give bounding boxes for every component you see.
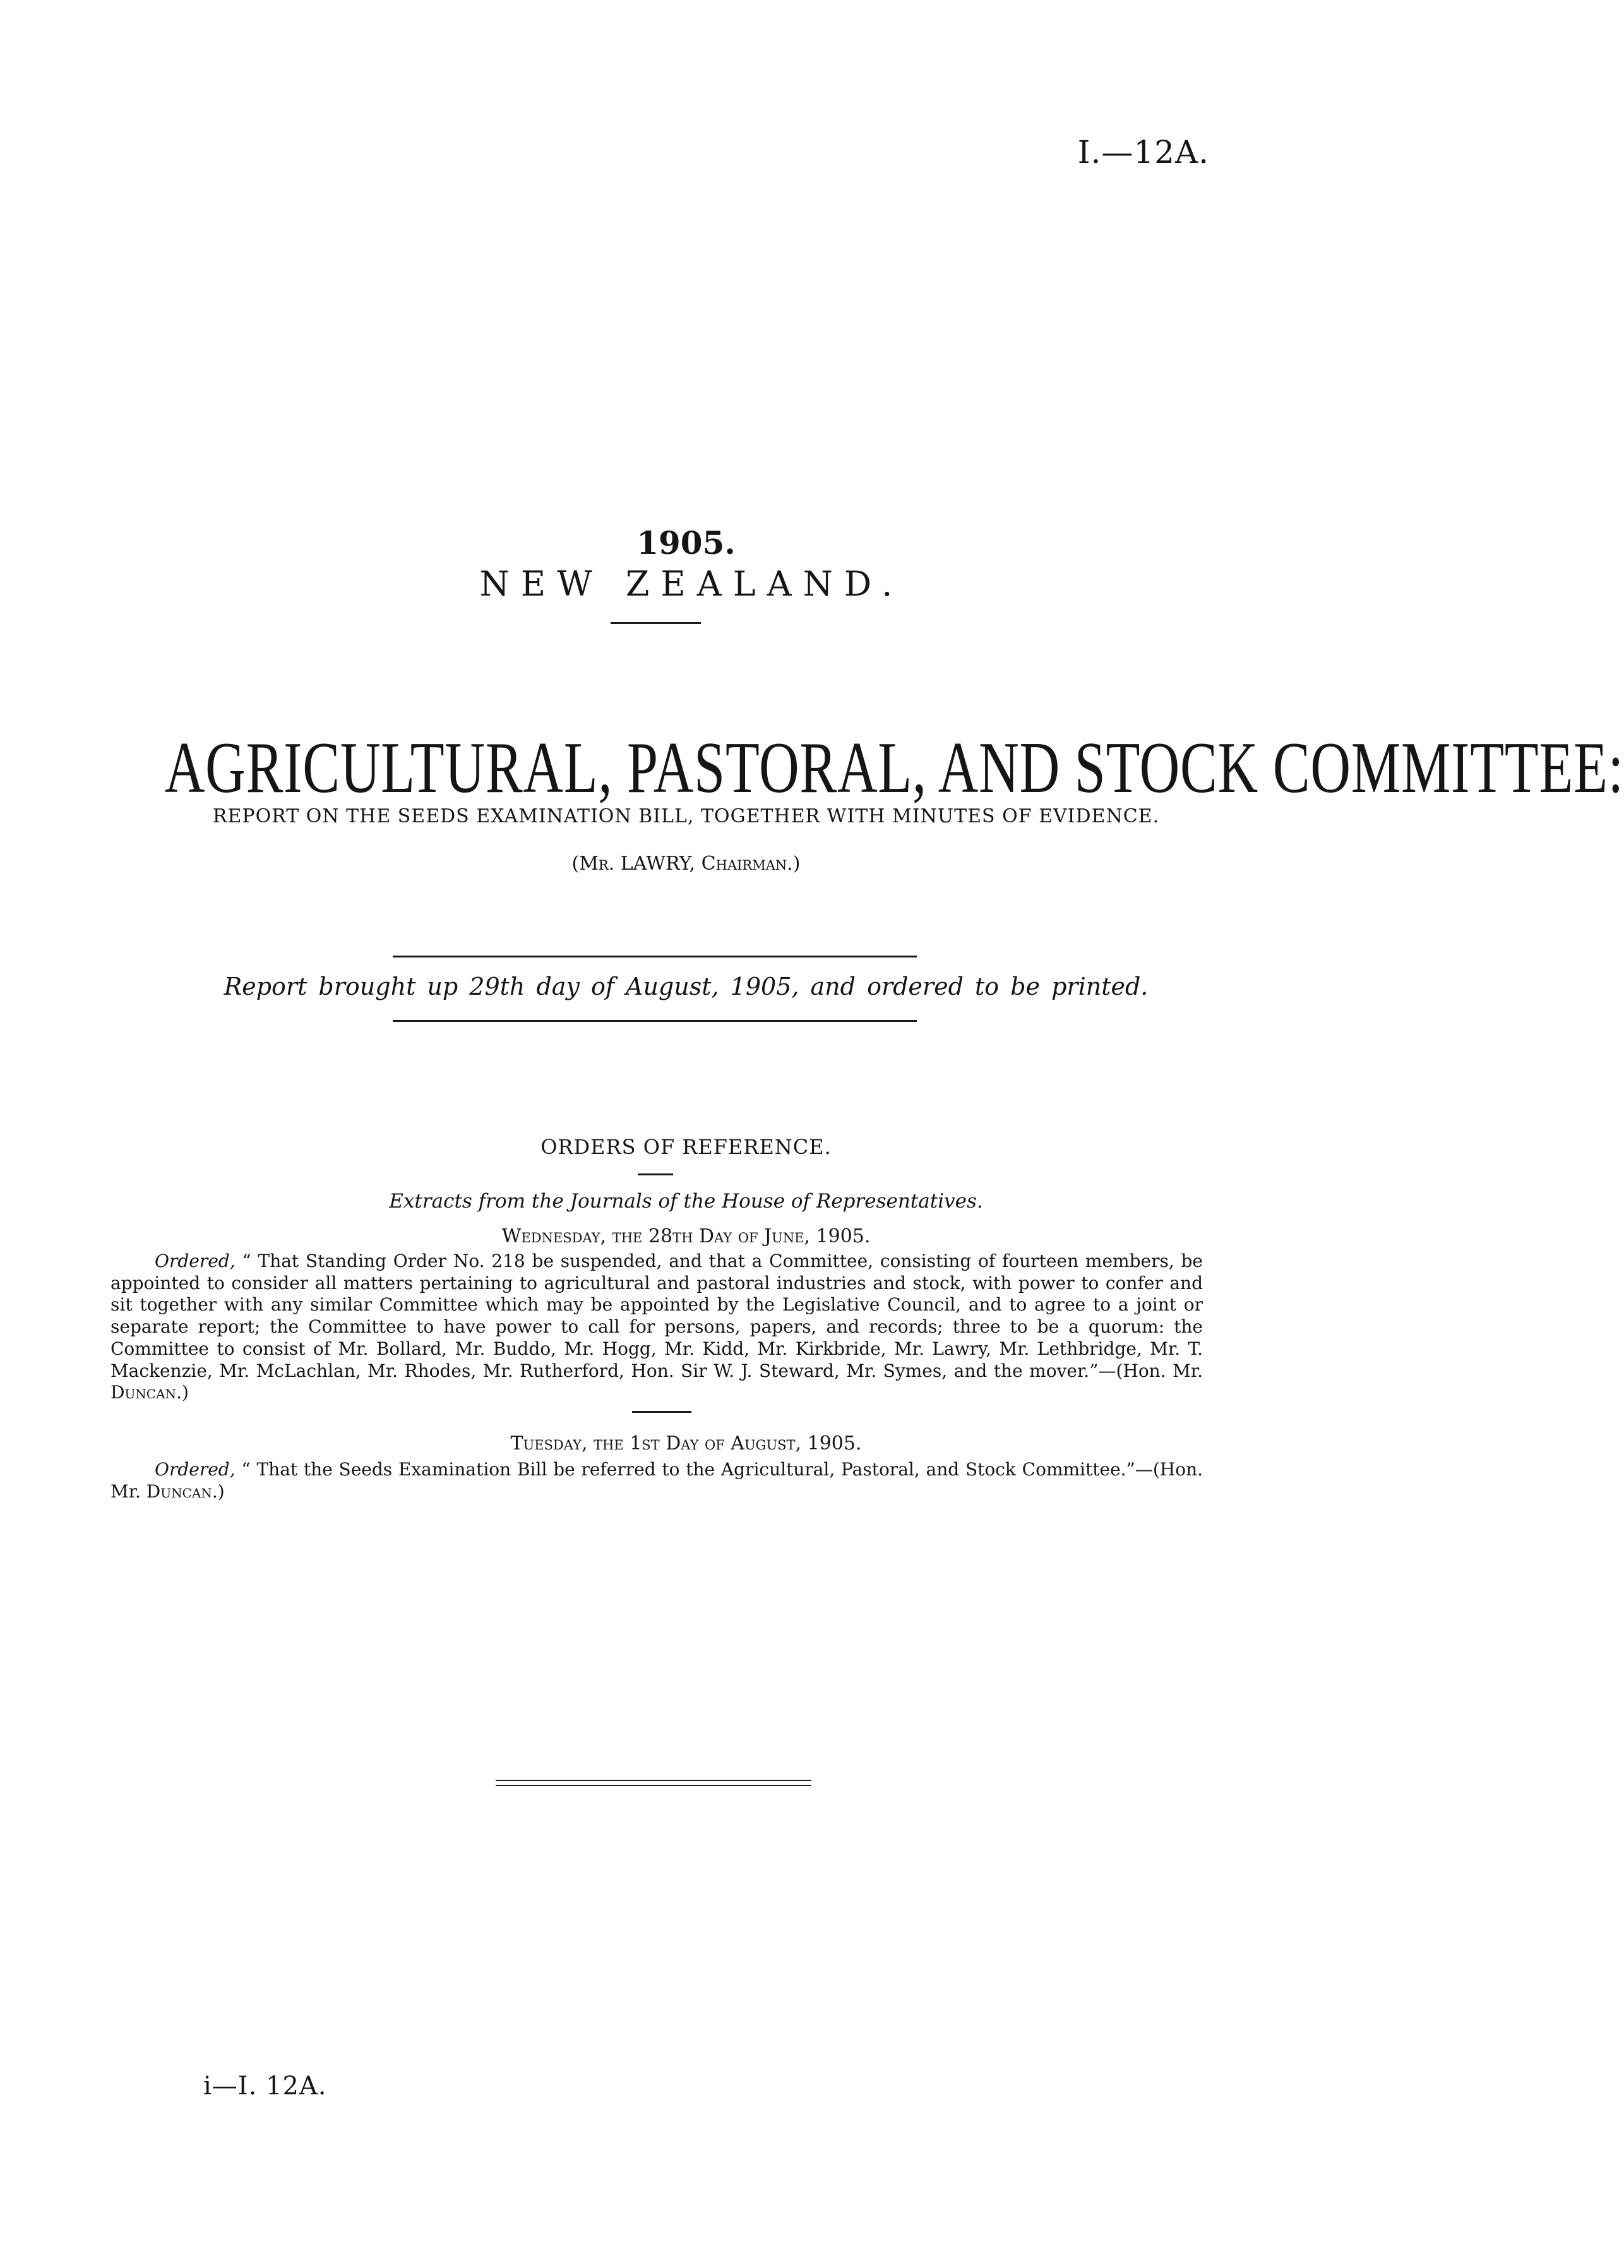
country: NEW ZEALAND.: [479, 564, 904, 604]
order-closing: .): [176, 1382, 189, 1403]
mover-name: Duncan: [146, 1480, 212, 1502]
order-text: “ That the Seeds Examination Bill be referred to the Agricultural, Pastoral, and Stock Committee.”—(Hon. Mr.: [110, 1459, 1203, 1502]
order-closing: .): [212, 1480, 225, 1502]
ordered-word: Ordered,: [155, 1459, 236, 1480]
document-number: I.—12A.: [1077, 134, 1209, 171]
subtitle: REPORT ON THE SEEDS EXAMINATION BILL, TOGETHER WITH MINUTES OF EVIDENCE.: [212, 805, 1160, 827]
report-line: Report brought up 29th day of August, 1905, and ordered to be printed.: [224, 973, 1149, 1000]
order-paragraph: [110, 1459, 1203, 1503]
footer-page-reference: i—I. 12A.: [203, 2072, 327, 2101]
entry-date: Wednesday, the 28th Day of June, 1905.: [501, 1225, 871, 1247]
chairman-line: (Mr. LAWRY, Chairman.): [571, 853, 801, 875]
main-title: AGRICULTURAL, PASTORAL, AND STOCK COMMITTEE:: [164, 728, 1624, 808]
extracts-line: Extracts from the Journals of the House of Representatives.: [389, 1190, 983, 1213]
year: 1905.: [636, 524, 736, 561]
end-divider: [496, 1785, 811, 1786]
divider: [393, 956, 917, 957]
end-divider: [496, 1780, 811, 1781]
mover-name: Duncan: [110, 1382, 177, 1403]
section-heading: ORDERS OF REFERENCE.: [540, 1135, 832, 1159]
order-paragraph: [110, 1251, 1203, 1404]
order-text: “ That Standing Order No. 218 be suspended, and that a Committee, consisting of fourteen members, be appointed to consider all matters pertaining to agricultural and pastoral industries and stock, with power to confer and sit together with any similar Committee which may be appointed by the Legislative Council, and to agree to a joint or separate report; the Committee to have power to call for persons, papers, and records; three to be a quorum: the Committee to consist of Mr. Bollard, Mr. Buddo, Mr. Hogg, Mr. Kidd, Mr. Kirkbride, Mr. Lawry, Mr. Lethbridge, Mr. T. Mackenzie, Mr. McLachlan, Mr. Rhodes, Mr. Rutherford, Hon. Sir W. J. Steward, Mr. Symes, and the mover.”—(Hon. Mr.: [110, 1251, 1203, 1381]
entry-date: Tuesday, the 1st Day of August, 1905.: [510, 1432, 862, 1455]
divider: [393, 1020, 917, 1022]
divider: [638, 1173, 673, 1175]
ordered-word: Ordered,: [155, 1251, 236, 1271]
divider: [611, 622, 701, 624]
divider: [632, 1411, 691, 1413]
